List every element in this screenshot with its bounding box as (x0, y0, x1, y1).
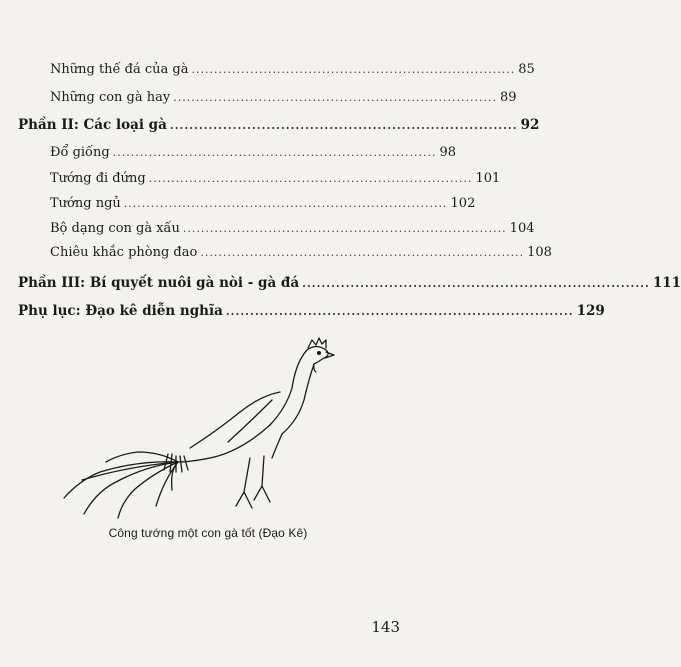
toc-entry-page: 102 (450, 196, 476, 211)
toc-part-heading[interactable] (18, 303, 605, 320)
toc-entry[interactable] (50, 221, 535, 237)
toc-leader-dots: ........................................................................ (169, 119, 518, 132)
toc-part-heading[interactable] (18, 275, 681, 292)
toc-entry-page: 92 (520, 117, 540, 133)
toc-entry[interactable] (50, 145, 457, 161)
toc-leader-dots: ........................................................................ (191, 63, 516, 76)
page-number: 143 (371, 618, 400, 636)
toc-entry-page: 108 (527, 245, 552, 260)
toc-entry-label: Tướng đi đứng (50, 171, 146, 186)
toc-entry-label: Phụ lục: Đạo kê diễn nghĩa (18, 303, 223, 319)
toc-entry-label: Bộ dạng con gà xấu (50, 221, 180, 236)
toc-entry-page: 129 (576, 303, 605, 319)
toc-entry-label: Chiêu khắc phòng đao (50, 245, 198, 260)
toc-leader-dots: ........................................................................ (182, 222, 507, 235)
toc-leader-dots: ........................................................................ (200, 246, 525, 259)
toc-leader-dots: ........................................................................ (148, 172, 473, 185)
toc-entry-label: Những thế đá của gà (50, 62, 189, 77)
toc-entry-label: Tướng ngủ (50, 196, 121, 211)
toc-entry-page: 101 (475, 171, 501, 186)
toc-entry-label: Phần III: Bí quyết nuôi gà nòi - gà đá (18, 275, 300, 291)
toc-entry-label: Phần II: Các loại gà (18, 117, 167, 133)
toc-entry[interactable] (50, 196, 476, 212)
toc-entry[interactable] (50, 90, 517, 106)
toc-entry-label: Những con gà hay (50, 90, 171, 105)
toc-entry-page: 111 (652, 275, 681, 291)
toc-entry-page: 89 (500, 90, 517, 105)
toc-entry-page: 85 (518, 62, 535, 77)
toc-part-heading[interactable] (18, 117, 540, 134)
rooster-illustration (60, 330, 360, 520)
toc-entry-page: 104 (509, 221, 535, 236)
toc-leader-dots: ........................................................................ (173, 91, 497, 104)
toc-entry[interactable] (50, 245, 552, 261)
toc-leader-dots: ........................................................................ (225, 305, 574, 318)
toc-leader-dots: ........................................................................ (123, 197, 448, 210)
toc-entry-label: Đổ giống (50, 145, 110, 160)
toc-entry[interactable] (50, 62, 535, 78)
toc-leader-dots: ........................................................................ (302, 277, 650, 290)
toc-entry[interactable] (50, 171, 501, 187)
toc-leader-dots: ........................................................................ (112, 146, 437, 159)
figure-caption: Công tướng một con gà tốt (Đạo Kê) (108, 526, 308, 540)
toc-entry-page: 98 (439, 145, 457, 160)
